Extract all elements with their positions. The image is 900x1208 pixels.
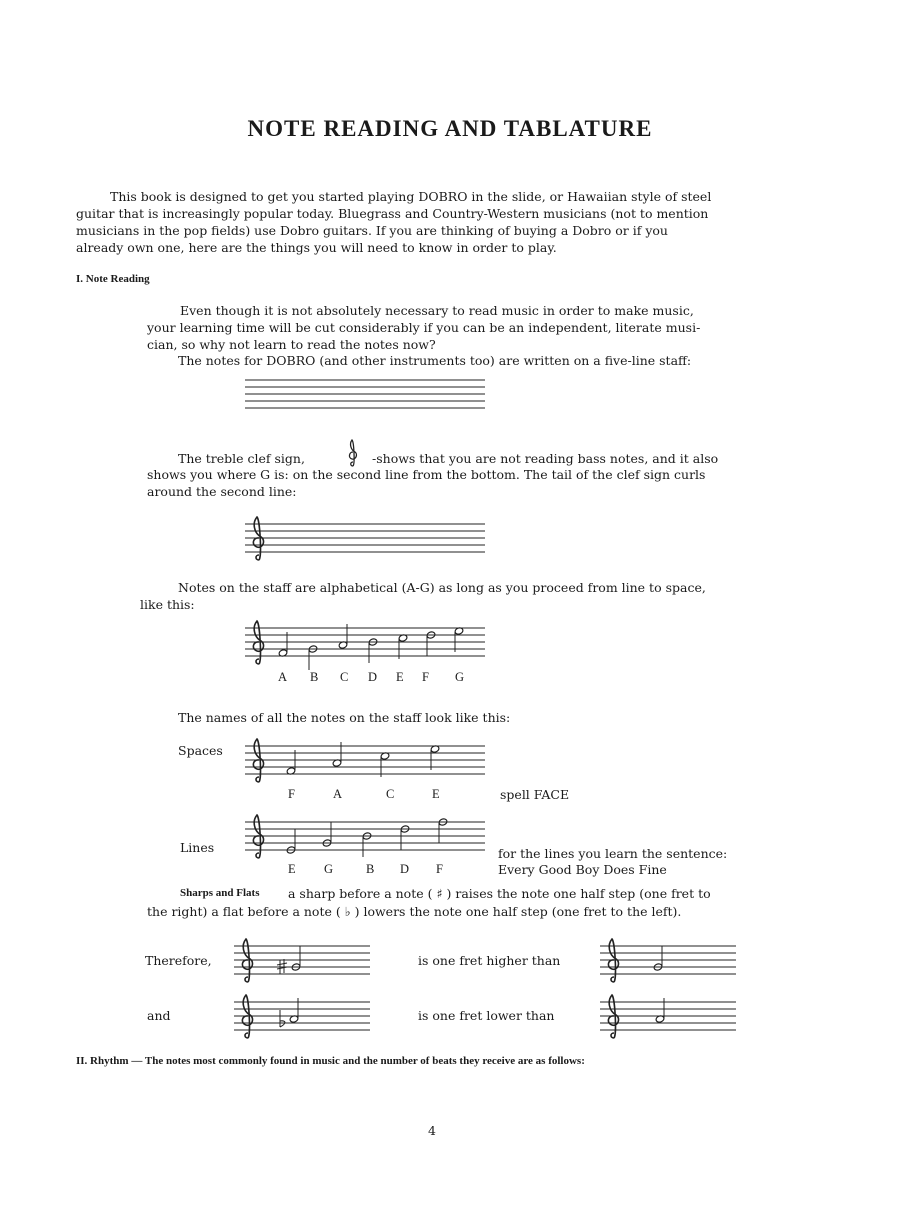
treble-clef-icon [253, 739, 263, 782]
treble-line-1b: -shows that you are not reading bass notes, and it also [372, 451, 719, 466]
lines-letter: E [288, 862, 296, 876]
treble-clef-icon [253, 517, 263, 560]
a-staff [600, 994, 736, 1044]
sharps-text-a: a sharp before a note ( [288, 886, 433, 901]
alpha-letter: E [396, 670, 404, 684]
spaces-letter: C [386, 787, 395, 801]
sharps-flats-heading: Sharps and Flats [180, 887, 260, 899]
spaces-label: Spaces [178, 743, 223, 758]
treble-line-1a: The treble clef sign, [178, 451, 305, 466]
flats-text-b: ) lowers the note one half step (one fret to the left). [354, 904, 682, 919]
spell-face: spell FACE [500, 787, 570, 802]
note-reading-line-1: Even though it is not absolutely necessary to read music in order to make music, [180, 303, 694, 318]
intro-line-2: guitar that is increasingly popular today. Bluegrass and Country-Western musicians (not to mention [76, 206, 709, 221]
sharp-icon: ♯ [436, 886, 443, 901]
flat-icon [280, 1010, 285, 1027]
therefore-label: Therefore, [145, 953, 212, 968]
sharps-line-2 [147, 903, 681, 920]
lines-letter: D [400, 862, 410, 876]
lines-sentence-2: Every Good Boy Does Fine [498, 862, 667, 877]
treble-clef-icon [242, 995, 252, 1038]
note-e [430, 745, 440, 770]
lines-letter: B [366, 862, 375, 876]
spaces-letter: F [288, 787, 295, 801]
alpha-letter: D [368, 670, 378, 684]
sharp-a-staff [234, 938, 370, 988]
g-staff [600, 938, 736, 988]
note-reading-line-4: The notes for DOBRO (and other instruments too) are written on a five-line staff: [178, 353, 692, 368]
staff-with-clef [245, 516, 485, 562]
treble-clef-icon [608, 995, 618, 1038]
lines-staff [245, 814, 485, 864]
flats-text-a: the right) a flat before a note ( [147, 904, 341, 919]
names-intro: The names of all the notes on the staff look like this: [178, 710, 511, 725]
alpha-line-2: like this: [140, 597, 195, 612]
spaces-letter: E [432, 787, 440, 801]
flat-a-staff [234, 994, 370, 1044]
alpha-letter: F [422, 670, 429, 684]
and-mid: is one fret lower than [418, 1008, 555, 1023]
section-heading-note-reading: I. Note Reading [76, 273, 150, 285]
note-f [286, 750, 296, 775]
treble-clef-icon [242, 939, 252, 982]
intro-line-1: This book is designed to get you started playing DOBRO in the slide, or Hawaiian style of steel [110, 189, 712, 204]
treble-line-3: around the second line: [147, 484, 297, 499]
page-title: NOTE READING AND TABLATURE [247, 116, 653, 141]
alpha-line-1: Notes on the staff are alphabetical (A-G) as long as you proceed from line to space, [178, 580, 706, 595]
therefore-mid: is one fret higher than [418, 953, 561, 968]
sharps-text-b: ) raises the note one half step (one fret to [446, 886, 711, 901]
treble-clef-icon [253, 621, 263, 664]
note-e [398, 634, 408, 659]
sharps-line-1 [288, 885, 711, 902]
alpha-letter: B [310, 670, 319, 684]
page-number: 4 [428, 1123, 436, 1138]
note-a [278, 632, 288, 657]
alpha-letter: A [278, 670, 288, 684]
treble-clef-icon [346, 438, 360, 468]
flat-icon: ♭ [344, 904, 351, 919]
note-reading-line-2: your learning time will be cut considerably if you can be an independent, literate musi- [147, 320, 701, 335]
lines-sentence-1: for the lines you learn the sentence: [498, 846, 728, 861]
lines-label: Lines [180, 840, 215, 855]
five-line-staff [245, 376, 485, 412]
lines-letter: G [324, 862, 334, 876]
section-heading-rhythm: II. Rhythm — The notes most commonly found in music and the number of beats they receive are as follows: [76, 1055, 585, 1067]
note-c [380, 752, 390, 777]
intro-line-4: already own one, here are the things you will need to know in order to play. [76, 240, 557, 255]
alpha-letter: G [455, 670, 465, 684]
spaces-letter: A [333, 787, 343, 801]
note-g [454, 627, 464, 652]
intro-line-3: musicians in the pop fields) use Dobro guitars. If you are thinking of buying a Dobro or if you [76, 223, 668, 238]
treble-clef-icon [253, 815, 263, 858]
alpha-letter: C [340, 670, 349, 684]
treble-line-2: shows you where G is: on the second line from the bottom. The tail of the clef sign curls [147, 467, 706, 482]
spaces-staff [245, 738, 485, 784]
and-label: and [147, 1008, 171, 1023]
alpha-staff [245, 620, 485, 666]
treble-clef-icon [608, 939, 618, 982]
note-reading-line-3: cian, so why not learn to read the notes now? [147, 337, 436, 352]
lines-letter: F [436, 862, 443, 876]
